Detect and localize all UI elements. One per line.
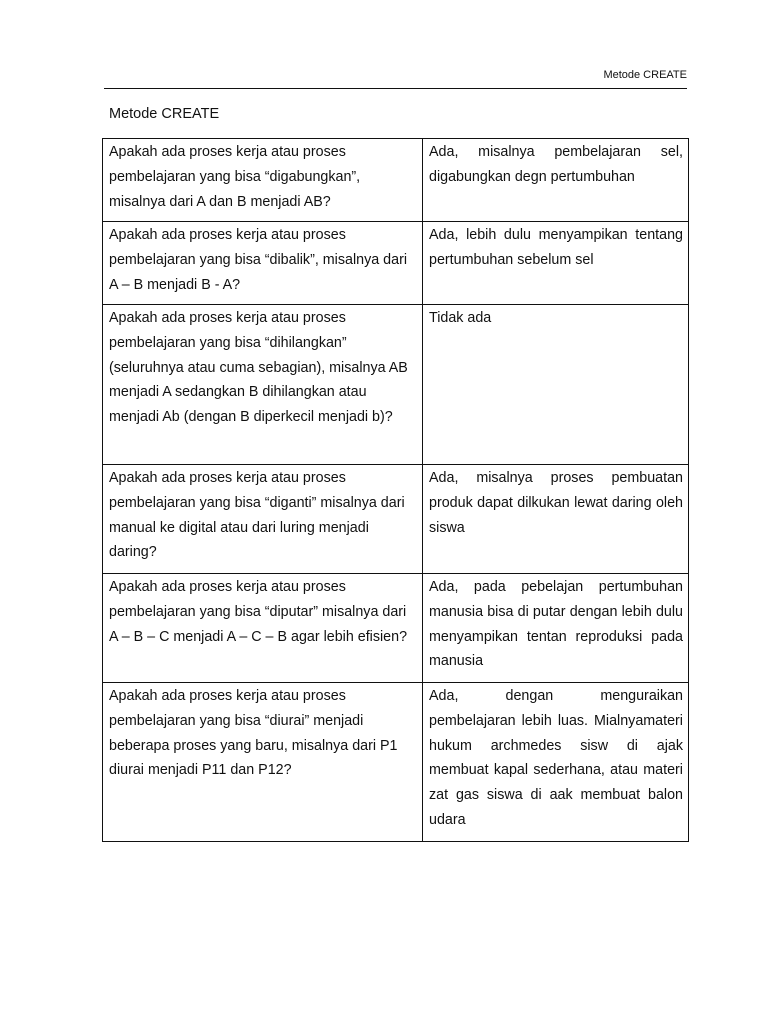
header-divider bbox=[104, 88, 687, 89]
table-row bbox=[103, 222, 689, 305]
table-row bbox=[103, 465, 689, 574]
table-row bbox=[103, 305, 689, 465]
answer-cell: Ada, misalnya pembelajaran sel, digabungkan degn pertumbuhan bbox=[423, 139, 689, 222]
answer-cell: Ada, misalnya proses pembuatan produk dapat dilkukan lewat daring oleh siswa bbox=[423, 465, 689, 574]
answer-cell: Ada, pada pebelajan pertumbuhan manusia bisa di putar dengan lebih dulu menyampikan tentan reproduksi pada manusia bbox=[423, 574, 689, 683]
question-cell: Apakah ada proses kerja atau proses pembelajaran yang bisa “dibalik”, misalnya dari A – B menjadi B - A? bbox=[103, 222, 423, 305]
table-row bbox=[103, 574, 689, 683]
answer-cell: Ada, lebih dulu menyampikan tentang pertumbuhan sebelum sel bbox=[423, 222, 689, 305]
table-row bbox=[103, 683, 689, 842]
create-method-table bbox=[102, 138, 689, 842]
question-cell: Apakah ada proses kerja atau proses pembelajaran yang bisa “digabungkan”, misalnya dari A dan B menjadi AB? bbox=[103, 139, 423, 222]
question-cell: Apakah ada proses kerja atau proses pembelajaran yang bisa “dihilangkan” (seluruhnya atau cuma sebagian), misalnya AB menjadi A sedangkan B dihilangkan atau menjadi Ab (dengan B diperkecil menjadi b)? bbox=[103, 305, 423, 465]
answer-cell: Tidak ada bbox=[423, 305, 689, 465]
question-cell: Apakah ada proses kerja atau proses pembelajaran yang bisa “diputar” misalnya dari A – B – C menjadi A – C – B agar lebih efisien? bbox=[103, 574, 423, 683]
answer-cell: Ada, dengan menguraikan pembelajaran lebih luas. Mialnyamateri hukum archmedes sisw di ajak membuat kapal sederhana, atau materi zat gas siswa di aak membuat balon udara bbox=[423, 683, 689, 842]
running-header: Metode CREATE bbox=[603, 69, 687, 81]
question-cell: Apakah ada proses kerja atau proses pembelajaran yang bisa “diurai” menjadi beberapa proses yang baru, misalnya dari P1 diurai menjadi P11 dan P12? bbox=[103, 683, 423, 842]
document-title: Metode CREATE bbox=[109, 106, 220, 122]
table-row bbox=[103, 139, 689, 222]
question-cell: Apakah ada proses kerja atau proses pembelajaran yang bisa “diganti” misalnya dari manual ke digital atau dari luring menjadi daring? bbox=[103, 465, 423, 574]
